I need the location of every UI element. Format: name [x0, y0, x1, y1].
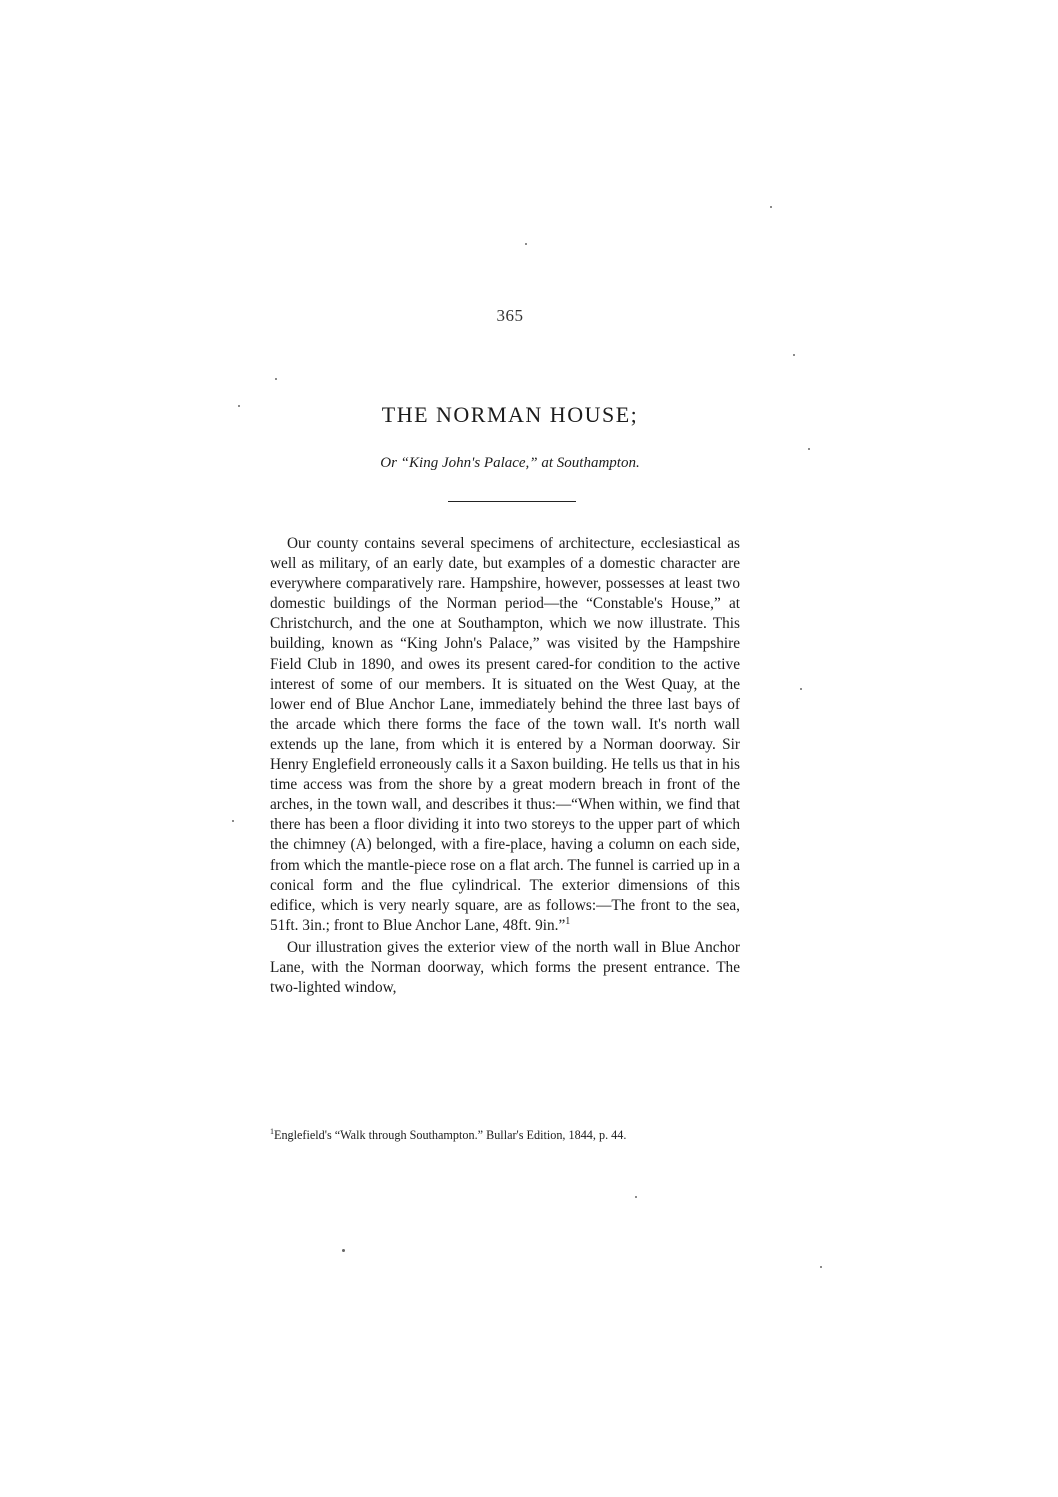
paragraph-2: Our illustration gives the exterior view of the north wall in Blue Anchor Lane, with the Norman doorway, which forms the present entrance. The two-lighted window,	[270, 938, 740, 997]
article-subtitle: Or “King John's Palace,” at Southampton.	[380, 455, 640, 471]
scan-speck	[232, 820, 234, 822]
scan-speck	[770, 206, 772, 208]
scan-speck	[238, 405, 240, 407]
title-rule	[448, 501, 576, 502]
scan-speck	[820, 1266, 822, 1268]
scan-speck	[275, 378, 277, 380]
footnote-marker: 1	[270, 1126, 274, 1136]
scan-speck	[808, 448, 810, 450]
page-number: 365	[496, 306, 524, 325]
footnote-reference: 1	[565, 915, 571, 927]
paragraph-1	[270, 534, 740, 936]
article-title: THE NORMAN HOUSE;	[381, 402, 639, 427]
scan-speck	[525, 243, 527, 245]
article-body	[270, 534, 740, 998]
scan-speck	[800, 688, 802, 690]
paragraph-1-text: Our county contains several specimens of architecture, ecclesiastical as well as military, of an early date, but examples of a domestic character are everywhere comparatively rare. Hampshire, however, possesses at least two domestic buildings of the Norman period—the “Constable's House,” at Christchurch, and the one at Southampton, which we now illustrate. This building, known as “King John's Palace,” was visited by the Hampshire Field Club in 1890, and owes its present cared-for condition to the active interest of some of our members. It is situated on the West Quay, at the lower end of Blue Anchor Lane, immediately behind the three last bays of the arcade which there forms the face of the town wall. It's north wall extends up the lane, from which it is entered by a Norman doorway. Sir Henry Englefield erroneously calls it a Saxon building. He tells us that in his time access was from the shore by a great modern breach in front of the arches, in the town wall, and describes it thus:—“When within, we find that there has been a floor dividing it into two storeys to the upper part of which the chimney (A) belonged, with a fire-place, having a column on each side, from which the mantle-piece rose on a flat arch. The funnel is carried up in a conical form and the flue cylindrical. The exterior dimensions of this edifice, which is very nearly square, are as follows:—The front to the sea, 51ft. 3in.; front to Blue Anchor Lane, 48ft. 9in.”	[270, 535, 740, 934]
footnote-text: Englefield's “Walk through Southampton.” Bullar's Edition, 1844, p. 44.	[274, 1128, 627, 1142]
scan-speck	[793, 354, 795, 356]
scan-speck	[342, 1249, 345, 1252]
footnote	[270, 1127, 750, 1143]
scan-speck	[635, 1196, 637, 1198]
